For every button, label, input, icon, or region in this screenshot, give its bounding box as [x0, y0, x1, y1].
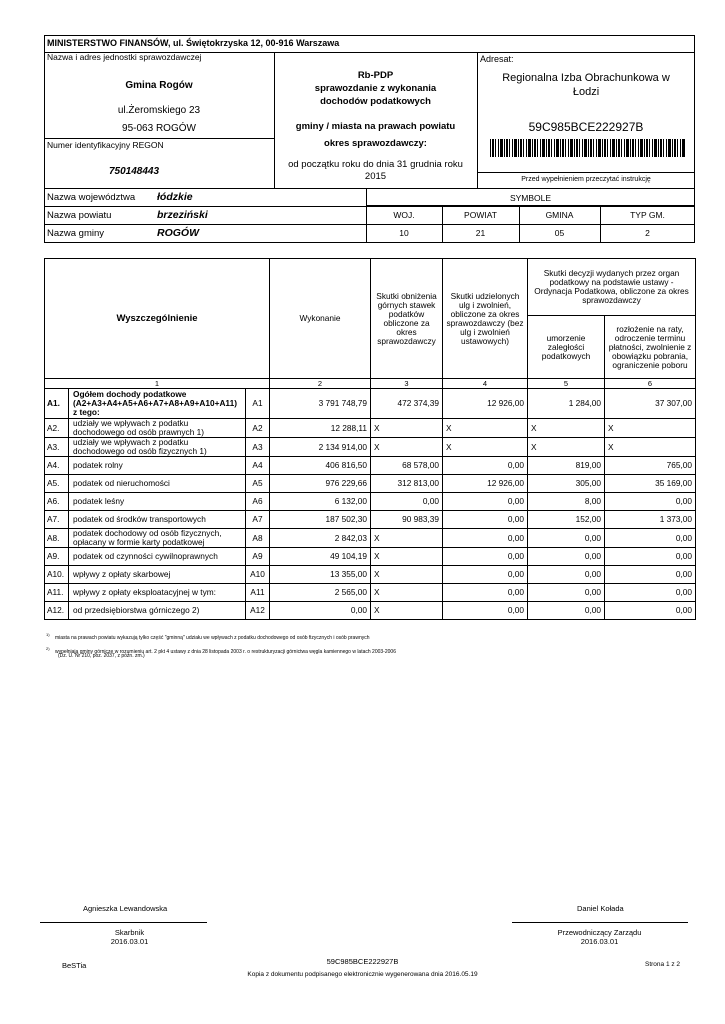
row-code: A11	[246, 584, 270, 602]
col-number-1: 1	[45, 379, 270, 389]
row-installments: 0,00	[605, 548, 696, 566]
table-row	[45, 602, 696, 620]
row-name: wpływy z opłaty skarbowej	[69, 566, 246, 584]
table-row	[45, 511, 696, 529]
row-lp: A7.	[45, 511, 69, 529]
signature-right-date: 2016.03.01	[580, 937, 619, 946]
row-cancellation: 0,00	[528, 566, 605, 584]
row-code: A6	[246, 493, 270, 511]
software-name: BeSTia	[62, 961, 87, 970]
commune-label: Nazwa gminy	[47, 228, 105, 239]
header-decisions: Skutki decyzji wydanych przez organ podatkowy na podstawie ustawy - Ordynacja Podatkowa, obliczone za okres sprawozdawczy	[528, 259, 696, 316]
row-relief-effect: 0,00	[443, 602, 528, 620]
report-title-1: sprawozdanie z wykonania	[314, 83, 437, 94]
county-label: Nazwa powiatu	[47, 210, 112, 221]
row-cancellation: 0,00	[528, 584, 605, 602]
header-mining-rates: Skutki obniżenia górnych stawek podatków obliczone za okres sprawozdawczy	[371, 259, 443, 379]
row-relief-effect: X	[443, 438, 528, 457]
report-title-3: gminy / miasta na prawach powiatu	[295, 121, 456, 132]
row-installments: X	[605, 419, 696, 438]
row-name: wpływy z opłaty eksploatacyjnej w tym:	[69, 584, 246, 602]
row-lp: A3.	[45, 438, 69, 457]
commune-value: ROGÓW	[157, 227, 199, 239]
row-lp: A1.	[45, 389, 69, 419]
sym-value-gmina: 05	[554, 228, 565, 238]
row-installments: X	[605, 438, 696, 457]
signature-left-role: Skarbnik	[114, 928, 145, 937]
table-row	[45, 419, 696, 438]
footer-document-id: 59C985BCE222927B	[326, 957, 399, 966]
row-cancellation: 819,00	[528, 457, 605, 475]
unit-city: 95-063 ROGÓW	[122, 123, 196, 134]
sym-header-typ: TYP GM.	[630, 210, 665, 220]
row-name: podatek od nieruchomości	[69, 475, 246, 493]
header-reliefs: Skutki udzielonych ulg i zwolnień, obliczone za okres sprawozdawczy (bez ulg i zwolnień ustawowych)	[443, 259, 528, 379]
unit-name: Gmina Rogów	[125, 80, 193, 91]
row-execution: 976 229,66	[270, 475, 371, 493]
row-name: udziały we wpływach z podatku dochodowego od osób prawnych 1)	[69, 419, 246, 438]
row-code: A5	[246, 475, 270, 493]
row-cancellation: X	[528, 438, 605, 457]
row-execution: 2 134 914,00	[270, 438, 371, 457]
row-code: A7	[246, 511, 270, 529]
row-relief-effect: 0,00	[443, 493, 528, 511]
col-number-3: 3	[371, 379, 443, 389]
row-installments: 37 307,00	[605, 389, 696, 419]
col-number-4: 4	[443, 379, 528, 389]
row-installments: 0,00	[605, 602, 696, 620]
row-cancellation: 8,00	[528, 493, 605, 511]
row-code: A12	[246, 602, 270, 620]
row-relief-effect: 12 926,00	[443, 389, 528, 419]
row-cancellation: 0,00	[528, 602, 605, 620]
barcode-image	[490, 139, 686, 157]
footnote-1-mark: 1)	[46, 632, 50, 637]
signature-right-role: Przewodniczący Zarządu	[557, 928, 642, 937]
row-mining-effect: X	[371, 566, 443, 584]
row-code: A4	[246, 457, 270, 475]
footnote-2-citation: (Dz. U. Nr 210, poz. 2037, z późn. zm.)	[58, 653, 145, 659]
footnote-1-text: miasta na prawach powiatu wykazują tylko część "gminną" udziału we wpływach z podatku dochodowego od osób fizycznych i osób prawnych	[54, 634, 370, 641]
row-mining-effect: 68 578,00	[371, 457, 443, 475]
row-code: A2	[246, 419, 270, 438]
header-execution: Wykonanie	[270, 259, 371, 379]
signature-left-name: Agnieszka Lewandowska	[83, 904, 168, 913]
ministry-line: MINISTERSTWO FINANSÓW, ul. Świętokrzyska 12, 00-916 Warszawa	[47, 38, 340, 48]
sym-header-powiat: POWIAT	[464, 210, 497, 220]
row-execution: 187 502,30	[270, 511, 371, 529]
addressee-line-1: Regionalna Izba Obrachunkowa w	[502, 72, 670, 84]
row-code: A1	[246, 389, 270, 419]
county-value: brzeziński	[157, 209, 208, 221]
row-relief-effect: 0,00	[443, 511, 528, 529]
row-name: podatek od środków transportowych	[69, 511, 246, 529]
row-relief-effect: 0,00	[443, 529, 528, 548]
row-mining-effect: 90 983,39	[371, 511, 443, 529]
row-mining-effect: X	[371, 419, 443, 438]
row-cancellation: 152,00	[528, 511, 605, 529]
row-relief-effect: 12 926,00	[443, 475, 528, 493]
col-number-2: 2	[270, 379, 371, 389]
row-code: A9	[246, 548, 270, 566]
row-mining-effect: X	[371, 602, 443, 620]
row-lp: A11.	[45, 584, 69, 602]
row-name: podatek od czynności cywilnoprawnych	[69, 548, 246, 566]
row-cancellation: X	[528, 419, 605, 438]
voivodeship-label: Nazwa województwa	[47, 192, 136, 203]
col-number-6: 6	[605, 379, 696, 389]
row-installments: 0,00	[605, 493, 696, 511]
sym-value-typ: 2	[645, 228, 650, 238]
row-installments: 765,00	[605, 457, 696, 475]
table-row	[45, 548, 696, 566]
row-lp: A5.	[45, 475, 69, 493]
row-installments: 0,00	[605, 529, 696, 548]
row-name: podatek leśny	[69, 493, 246, 511]
table-row	[45, 584, 696, 602]
footnote-1	[46, 632, 686, 641]
row-name: podatek dochodowy od osób fizycznych, opłacany w formie karty podatkowej	[69, 529, 246, 548]
row-installments: 35 169,00	[605, 475, 696, 493]
row-relief-effect: 0,00	[443, 548, 528, 566]
signature-left-date: 2016.03.01	[110, 937, 149, 946]
period-line-1: od początku roku do dnia 31 grudnia roku	[288, 159, 463, 170]
voivodeship-value: łódzkie	[157, 191, 193, 203]
row-mining-effect: X	[371, 438, 443, 457]
header-cancellation: umorzenie zaległości podatkowych	[528, 316, 605, 379]
row-relief-effect: 0,00	[443, 566, 528, 584]
document-id: 59C985BCE222927B	[528, 120, 644, 134]
row-name: podatek rolny	[69, 457, 246, 475]
row-execution: 3 791 748,79	[270, 389, 371, 419]
row-installments: 1 373,00	[605, 511, 696, 529]
row-mining-effect: 312 813,00	[371, 475, 443, 493]
sym-header-woj: WOJ.	[393, 210, 415, 220]
row-relief-effect: X	[443, 419, 528, 438]
row-name: Ogółem dochody podatkowe (A2+A3+A4+A5+A6+A7+A8+A9+A10+A11) z tego:	[69, 389, 246, 419]
sym-header-gmina: GMINA	[545, 210, 574, 220]
signature-right-name: Daniel Kołada	[577, 904, 624, 913]
table-row	[45, 493, 696, 511]
header-installments: rozłożenie na raty, odroczenie terminu płatności, zwolnienie z obowiązku pobrania, ograniczenie poboru	[605, 316, 696, 379]
row-execution: 2 565,00	[270, 584, 371, 602]
row-cancellation: 1 284,00	[528, 389, 605, 419]
row-execution: 406 816,50	[270, 457, 371, 475]
page-number: Strona 1 z 2	[645, 961, 681, 968]
row-lp: A8.	[45, 529, 69, 548]
row-name: od przedsiębiorstwa górniczego 2)	[69, 602, 246, 620]
addressee-label: Adresat:	[480, 54, 514, 64]
row-mining-effect: X	[371, 548, 443, 566]
row-mining-effect: 0,00	[371, 493, 443, 511]
table-row	[45, 475, 696, 493]
row-execution: 0,00	[270, 602, 371, 620]
row-code: A3	[246, 438, 270, 457]
row-relief-effect: 0,00	[443, 584, 528, 602]
row-lp: A10.	[45, 566, 69, 584]
row-execution: 49 104,19	[270, 548, 371, 566]
sym-value-powiat: 21	[475, 228, 486, 238]
regon-value: 750148443	[108, 166, 160, 177]
row-execution: 2 842,03	[270, 529, 371, 548]
row-execution: 12 288,11	[270, 419, 371, 438]
footnote-2-mark: 2)	[46, 646, 50, 651]
header-specification: Wyszczególnienie	[45, 259, 270, 379]
table-row	[45, 457, 696, 475]
report-code: Rb-PDP	[357, 70, 394, 81]
row-mining-effect: X	[371, 529, 443, 548]
addressee-line-2: Łodzi	[572, 86, 600, 98]
row-lp: A2.	[45, 419, 69, 438]
symbols-label: SYMBOLE	[509, 193, 552, 203]
footnote-2-text: wypełniają gminy górnicze w rozumieniu art. 2 pkt 4 ustawy z dnia 28 listopada 2003 r. o restrukturyzacji górnictwa węgla kamiennego w latach 2003-2006	[54, 648, 396, 655]
row-execution: 6 132,00	[270, 493, 371, 511]
row-cancellation: 0,00	[528, 529, 605, 548]
row-code: A10	[246, 566, 270, 584]
table-row	[45, 566, 696, 584]
row-mining-effect: X	[371, 584, 443, 602]
row-cancellation: 0,00	[528, 548, 605, 566]
instruction-note: Przed wypełnieniem przeczytać instrukcję	[521, 176, 651, 183]
regon-label: Numer identyfikacyjny REGON	[47, 140, 164, 150]
report-title-2: dochodów podatkowych	[320, 96, 431, 107]
unit-street: ul.Żeromskiego 23	[117, 105, 201, 116]
row-name: udziały we wpływach z podatku dochodowego od osób fizycznych 1)	[69, 438, 246, 457]
row-execution: 13 355,00	[270, 566, 371, 584]
row-lp: A12.	[45, 602, 69, 620]
table-row	[45, 438, 696, 457]
row-lp: A4.	[45, 457, 69, 475]
sym-value-woj: 10	[399, 228, 409, 238]
row-lp: A6.	[45, 493, 69, 511]
period-label: okres sprawozdawczy:	[324, 138, 427, 149]
row-cancellation: 305,00	[528, 475, 605, 493]
table-row	[45, 389, 696, 419]
row-lp: A9.	[45, 548, 69, 566]
row-installments: 0,00	[605, 566, 696, 584]
row-installments: 0,00	[605, 584, 696, 602]
tax-income-table	[44, 258, 696, 620]
row-code: A8	[246, 529, 270, 548]
table-row	[45, 529, 696, 548]
copy-note: Kopia z dokumentu podpisanego elektronicznie wygenerowana dnia 2016.05.19	[247, 971, 478, 978]
period-line-2: 2015	[364, 171, 387, 182]
col-number-5: 5	[528, 379, 605, 389]
row-relief-effect: 0,00	[443, 457, 528, 475]
unit-label: Nazwa i adres jednostki sprawozdawczej	[47, 52, 202, 62]
row-mining-effect: 472 374,39	[371, 389, 443, 419]
